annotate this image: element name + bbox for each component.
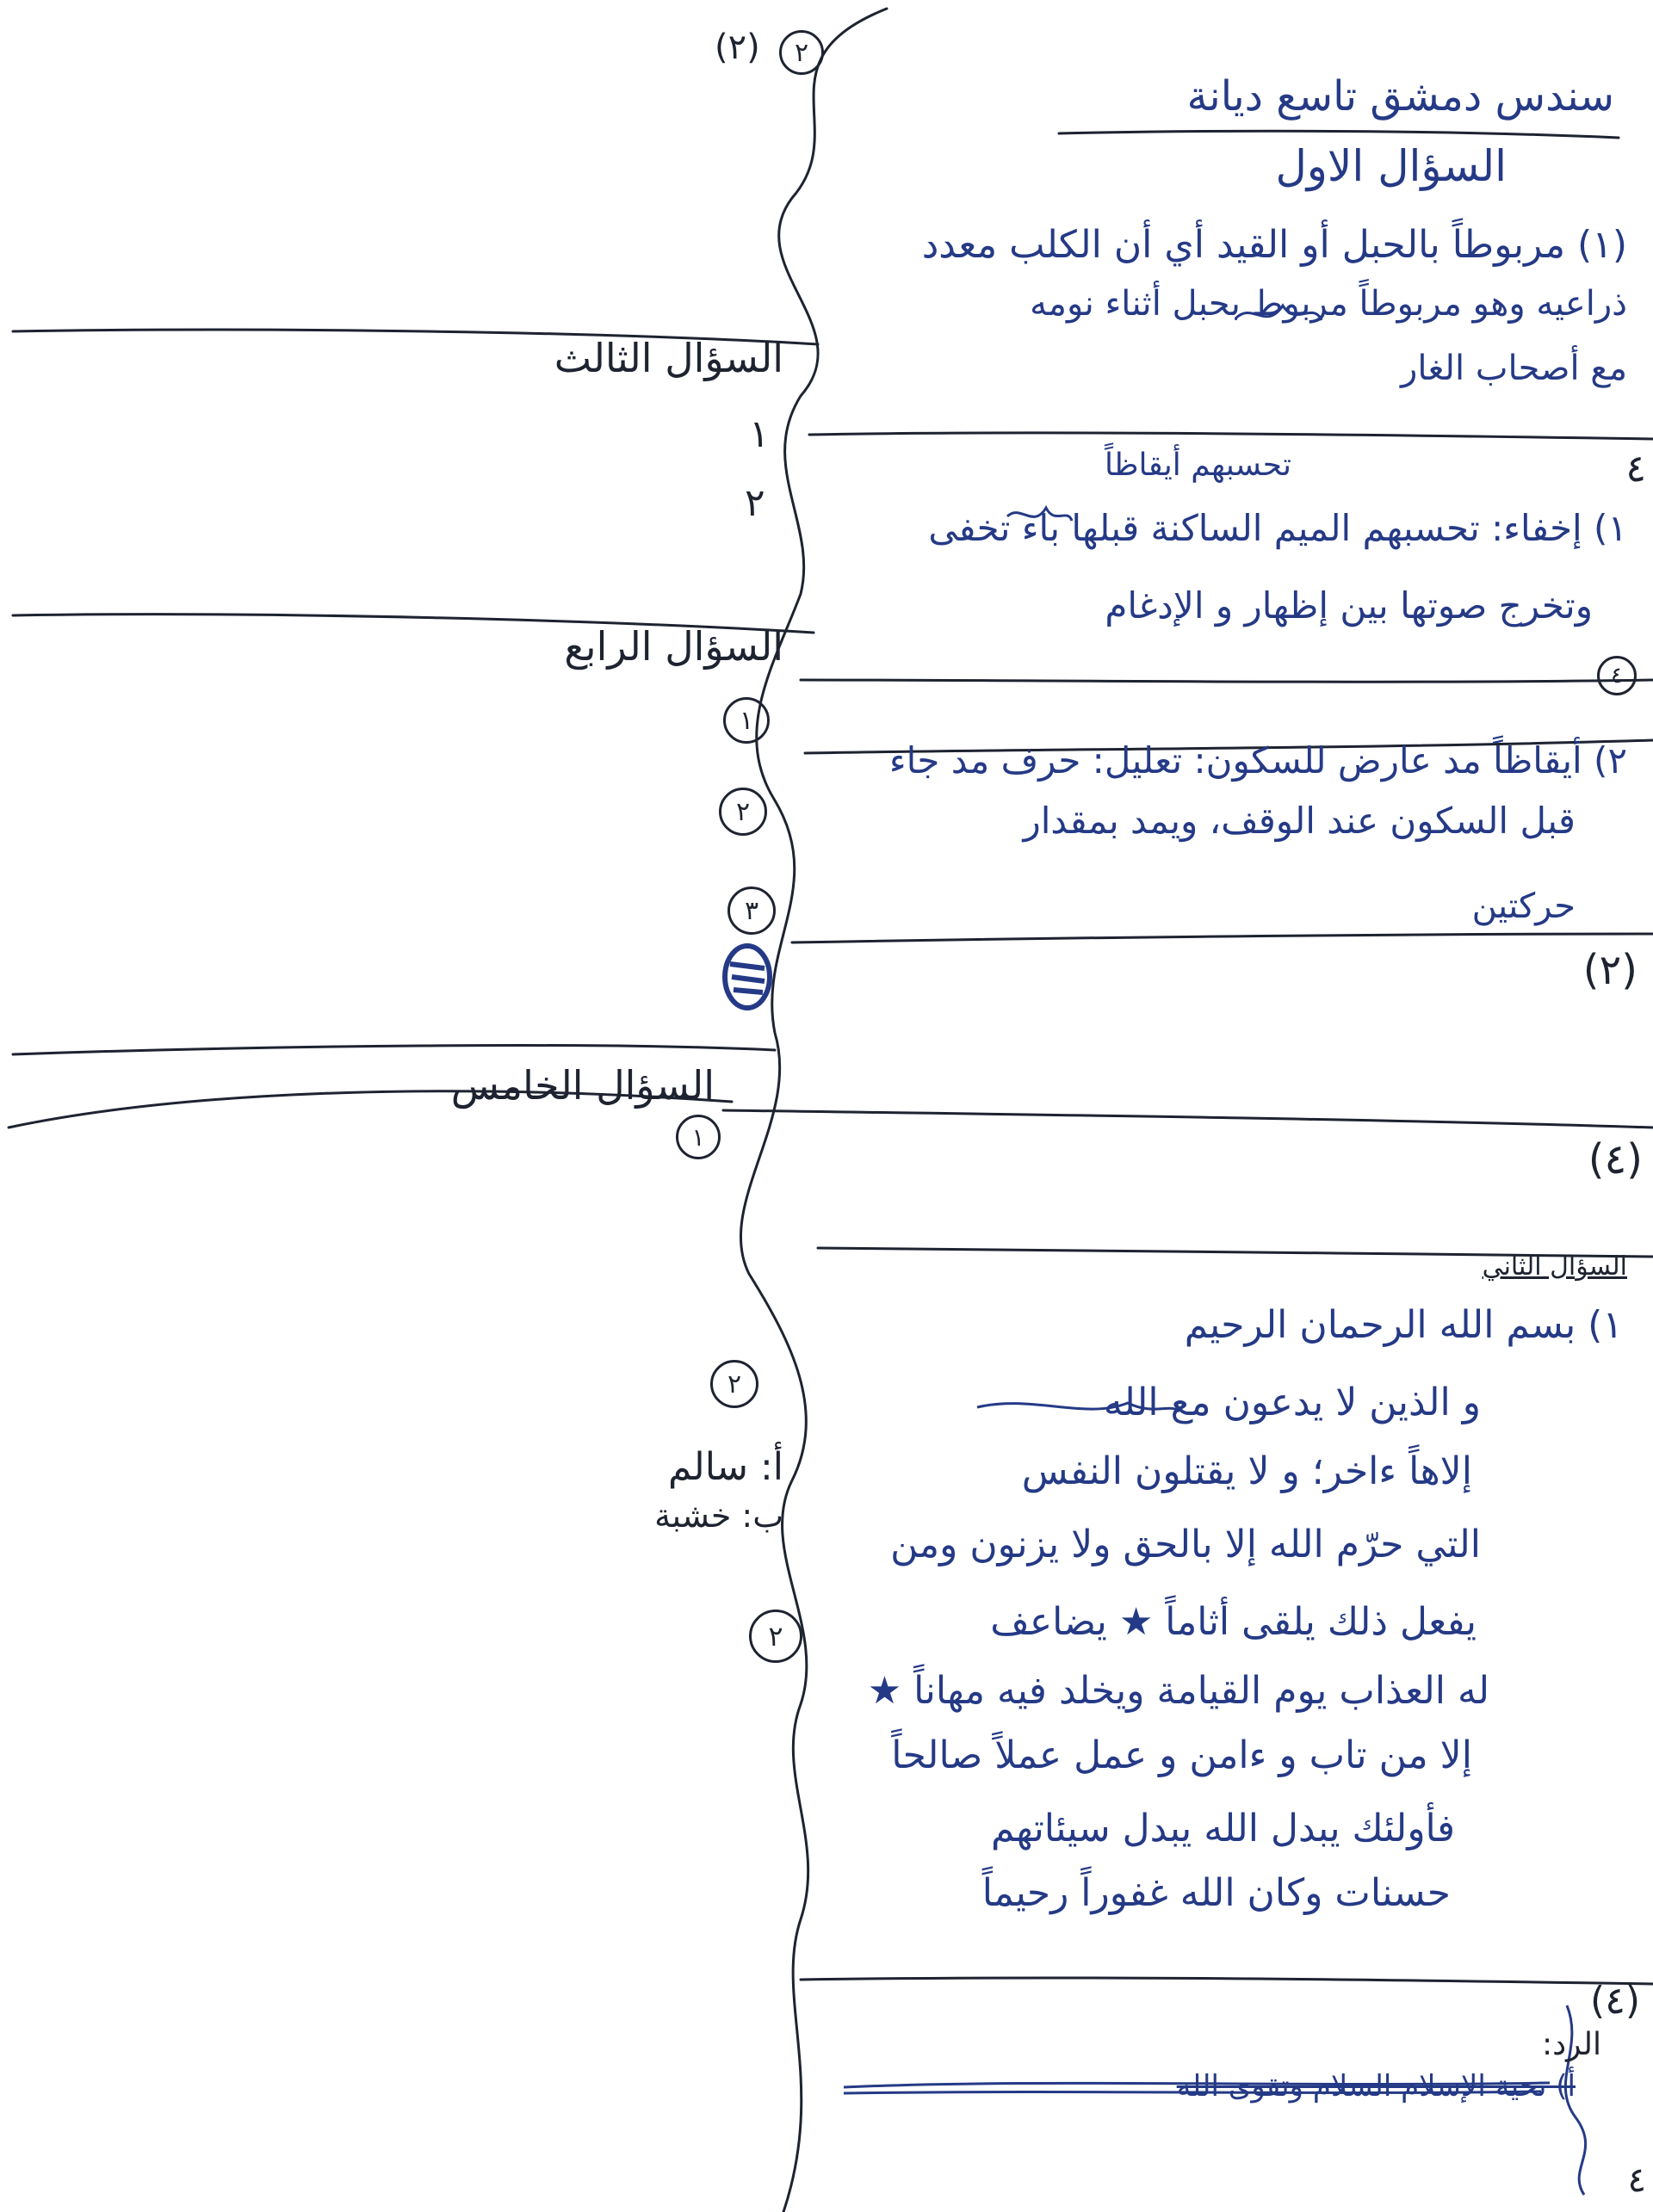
q1-line-3: مع أصحاب الغار xyxy=(1401,349,1627,388)
q3-item-1: ١ xyxy=(749,412,770,456)
right-divider-2 xyxy=(801,680,1653,682)
q4-heading: السؤال الرابع xyxy=(564,623,783,670)
footer-crossed-answer: أ) تحية الإسلام السلام وتقوى الله xyxy=(1176,2069,1576,2104)
student-title: سندس دمشق تاسع ديانة xyxy=(1186,72,1614,120)
right-divider-5 xyxy=(723,1110,1653,1128)
footer-bottom-mark: ٤ xyxy=(1627,2160,1646,2200)
q1-line-1: (١) مربوطاً بالحبل أو القيد أي أن الكلب معدد xyxy=(921,223,1627,267)
q1c-line-1: ٢) أيقاظاً مد عارض للسكون: تعليل: حرف مد جاء xyxy=(888,739,1627,782)
q1d-score: (٤) xyxy=(1588,1135,1643,1183)
q1-heading: السؤال الاول xyxy=(1275,141,1507,191)
q5-mark-2: ٢ xyxy=(710,1360,758,1408)
q1b-line-2: وتخرج صوتها بين إظهار و الإدغام xyxy=(1105,584,1593,627)
q1b-mark: ٤ xyxy=(1625,447,1646,491)
q1c-line-3: حركتين xyxy=(1471,887,1576,926)
q1b-line-1: ١) إخفاء: تحسبهم الميم الساكنة قبلها باء تخفى xyxy=(928,507,1627,549)
q3-item-2: ٢ xyxy=(745,481,765,525)
q2-line-7: إلا من تاب و ءامن و عمل عملاً صالحاً xyxy=(891,1733,1472,1777)
q2-line-8: فأولئك يبدل الله يبدل سيئاتهم xyxy=(991,1807,1455,1851)
footer-score: (٤) xyxy=(1590,1979,1640,2023)
q1-line-2: ذراعيه وهو مربوطاً مربوط بحبل أثناء نومه xyxy=(1030,284,1627,324)
q2-line-1: ١) بسم الله الرحمان الرحيم xyxy=(1184,1303,1623,1347)
q2-heading: السؤال الثاني xyxy=(1482,1251,1627,1282)
footer-answer-label: الرد: xyxy=(1542,2027,1601,2062)
q2-line-9: حسنات وكان الله غفوراً رحيماً xyxy=(981,1871,1451,1915)
right-divider-8 xyxy=(1059,131,1619,138)
q5-heading: السؤال الخامس xyxy=(450,1062,715,1109)
q2-line-5: يفعل ذلك يلقى أثاماً ★ يضاعف xyxy=(990,1600,1477,1644)
q5-mark-2b: ٢ xyxy=(749,1610,802,1663)
q2-line-3: إلاهاً ءاخر؛ و لا يقتلون النفس xyxy=(1021,1449,1472,1493)
q2-line-4: التي حرّم الله إلا بالحق ولا يزنون ومن xyxy=(890,1523,1481,1566)
q3-heading: السؤال الثالث xyxy=(554,335,783,381)
right-divider-4 xyxy=(792,934,1653,942)
q1b-mark-2: ٤ xyxy=(1597,656,1637,695)
q2-line-2: و الذين لا يدعون مع الله xyxy=(1103,1381,1481,1424)
q4-mark-3: ٣ xyxy=(727,887,776,935)
q5-answer-b: ب: خشبة xyxy=(654,1497,783,1535)
q5-answer-a: أ: سالم xyxy=(668,1445,783,1489)
top-score-circle: ٢ xyxy=(779,30,824,75)
right-divider-7 xyxy=(801,1978,1653,1984)
q1c-score: (٢) xyxy=(1582,946,1638,994)
q1c-line-2: قبل السكون عند الوقف، ويمد بمقدار xyxy=(1023,800,1576,842)
q2-line-6: له العذاب يوم القيامة ويخلد فيه مهاناً ★ xyxy=(867,1669,1489,1713)
q4-mark-2: ٢ xyxy=(719,788,767,836)
q4-scribble-mark xyxy=(721,942,773,1011)
right-divider-1 xyxy=(809,433,1653,439)
q5-mark-1: ١ xyxy=(676,1115,721,1159)
q1b-note-above: تحسبهم أيقاظاً xyxy=(1104,448,1291,483)
q4-mark-1: ١ xyxy=(723,697,770,744)
top-score: (٢) xyxy=(715,28,760,67)
left-divider-3 xyxy=(13,1046,775,1054)
